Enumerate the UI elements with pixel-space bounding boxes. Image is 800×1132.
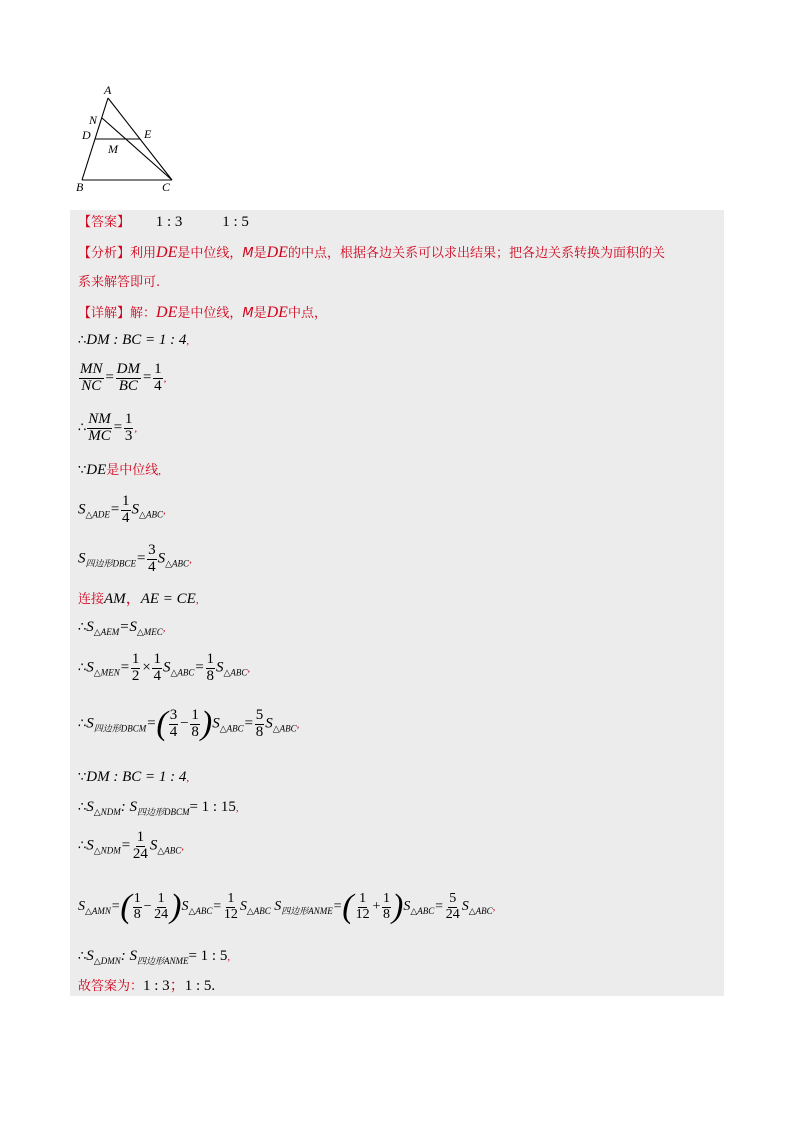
step-15: $\therefore S_{\triangle DMN}$: $S_{四边形ANME}= 1$ : 5,: [78, 948, 231, 967]
detail-tag: 【详解】: [78, 306, 131, 321]
step-2: $\frac{MN}{NC}$ = $\frac{DM}{BC}$ = $\frac{1}{4}$ ,: [80, 361, 167, 394]
final-answer: 故答案为：1 : 3；1 : 5.: [78, 978, 216, 994]
label-b: B: [76, 180, 84, 194]
label-m: M: [108, 142, 118, 156]
step-7: 连接AM，AE = CE,: [78, 591, 199, 607]
answer-value-1: 1 : 3: [155, 214, 183, 230]
answer-line: [78, 215, 249, 230]
step-4: ∵DE是中位线,: [78, 462, 162, 478]
step-1: ∴DM : BC = 1 : 4,: [78, 332, 190, 348]
step-12: $\therefore S_{\triangle NDM}$: $S_{四边形DBCM}= 1$ : 15,: [78, 799, 239, 818]
label-e: E: [144, 127, 152, 141]
analysis-tag: 【分析】: [78, 246, 131, 261]
label-c: C: [162, 180, 171, 194]
answer-value-2: 1 : 5: [222, 214, 249, 230]
label-d: D: [82, 128, 91, 142]
step-6: $S_{四边形DBCE}=$ $\frac{3}{4}$ $S_{\triangle ABC}$,: [78, 542, 192, 575]
analysis-line-2: 系来解答即可.: [78, 275, 161, 290]
label-n: N: [89, 113, 98, 127]
step-10: $\therefore S_{四边形DBCM}=$( $\frac{3}{4}$ − $\frac{1}{8}$ )$S_{\triangle ABC}=$ $\frac{5}{8}$ $S_{\triangle ABC}$,: [78, 705, 300, 742]
label-a: A: [104, 83, 112, 97]
step-9: $\therefore S_{\triangle MEN}=$ $\frac{1}{2}$ × $\frac{1}{4}$ $S_{\triangle ABC}=$ $\frac{1}{8}$ $S_{\triangle ABC}$,: [78, 651, 251, 684]
step-13: $\therefore S_{\triangle NDM}=$ $\frac{1}{24}$ $S_{\triangle ABC}$,: [78, 829, 184, 862]
step-11: ∵DM : BC = 1 : 4,: [78, 769, 190, 785]
detail-intro: 【详解】解：DE是中位线，M是DE中点，: [78, 304, 327, 321]
step-3: ∴ $\frac{NM}{MC}$ = $\frac{1}{3}$ ,: [78, 411, 138, 444]
triangle-diagram: [70, 82, 190, 194]
step-14: $S_{\triangle AMN}=$( $\frac{1}{8}$ − $\frac{1}{24}$ )$S_{\triangle ABC}=$ $\frac{1}{12}$ $S_{\triangle ABC}$ $S_{四边形ANME}=$( $\frac{1}{12}$ + $\frac{1}{8}$ )$S_{\triangle ABC}=$ $\frac{5}{24}$ $S_{\triangle ABC}$,: [78, 888, 496, 925]
analysis-line-1: 【分析】利用DE是中位线，M是DE的中点，根据各边关系可以求出结果；把各边关系转换为面积的关: [78, 244, 665, 261]
step-8: $\therefore S_{\triangle AEM}=S_{\triangle MEC}$,: [78, 619, 166, 637]
step-5: $S_{\triangle ADE}=$ $\frac{1}{4}$ $S_{\triangle ABC}$,: [78, 493, 166, 526]
answer-tag: 【答案】: [78, 215, 131, 230]
